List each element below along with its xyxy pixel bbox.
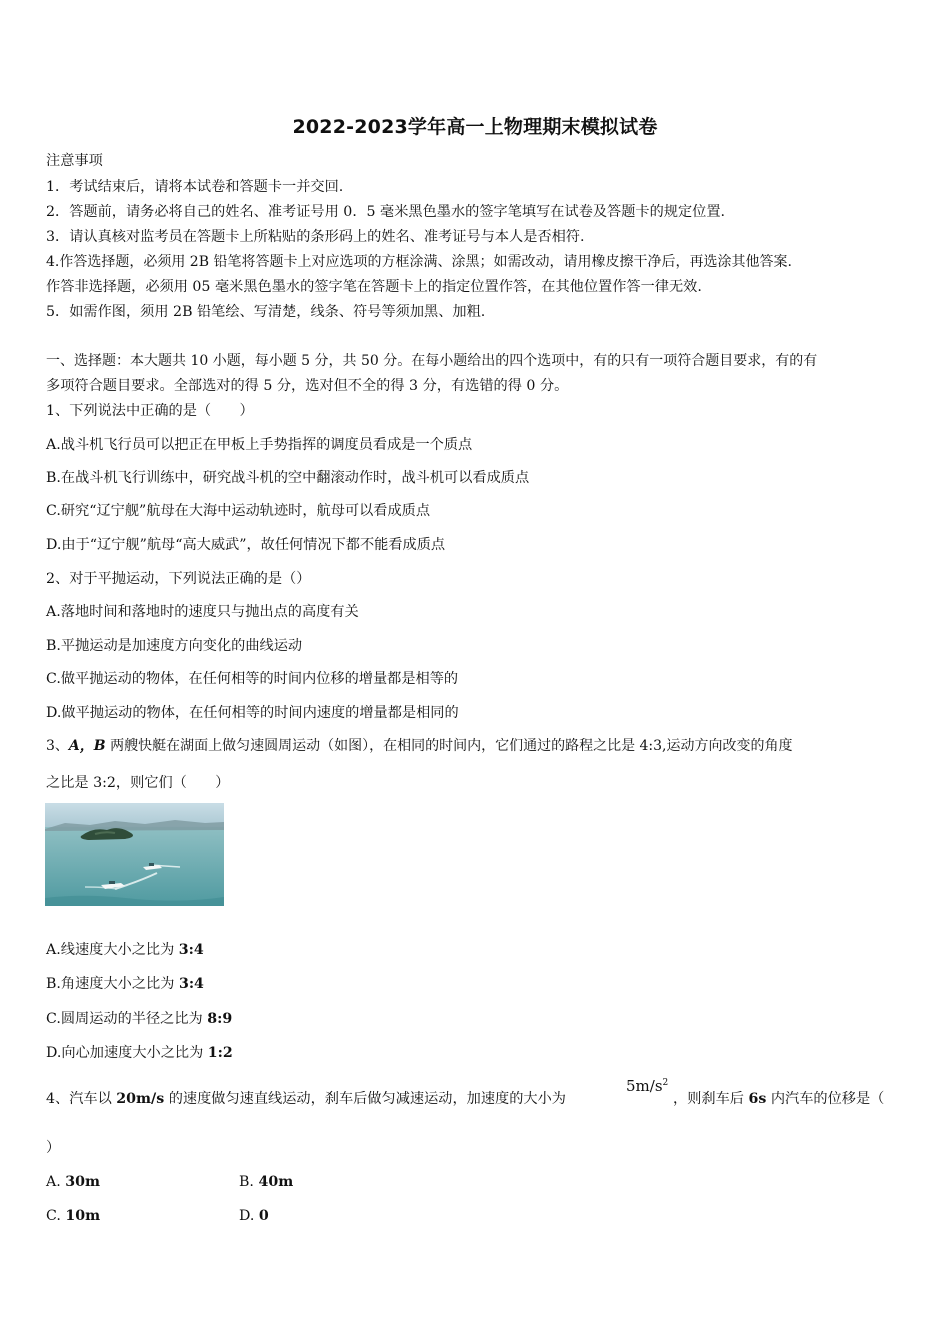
q4-option-b xyxy=(239,1172,293,1192)
q3-option-c-text: C.圆周运动的半径之比为 xyxy=(46,1011,208,1027)
notice-item-3: 3．请认真核对监考员在答题卡上所粘贴的条形码上的姓名、准考证号与本人是否相符. xyxy=(46,229,585,245)
notice-item-2: 2．答题前，请务必将自己的姓名、准考证号用 0．5 毫米黑色墨水的签字笔填写在试卷及答题卡的规定位置. xyxy=(46,204,726,220)
q3-option-d-text: D.向心加速度大小之比为 xyxy=(46,1045,208,1061)
q3-option-c-value: 8:9 xyxy=(207,1011,233,1027)
q4-acceleration-exponent: 2 xyxy=(662,1078,669,1088)
q4-option-a-value: 30m xyxy=(65,1174,101,1190)
q4-stem-line-1-end xyxy=(673,1089,884,1109)
q1-option-a: A.战斗机飞行员可以把正在甲板上手势指挥的调度员看成是一个质点 xyxy=(46,437,473,453)
notice-item-1: 1．考试结束后，请将本试卷和答题卡一并交回. xyxy=(46,179,344,195)
q4-time: 6s xyxy=(748,1091,767,1107)
section-1-intro-line-2: 多项符合题目要求。全部选对的得 5 分，选对但不全的得 3 分，有选错的得 0 分。 xyxy=(46,378,569,394)
q4-option-a-label: A. xyxy=(46,1174,66,1190)
notice-heading: 注意事项 xyxy=(46,153,103,169)
q2-option-a: A.落地时间和落地时的速度只与抛出点的高度有关 xyxy=(46,604,359,620)
q4-option-a xyxy=(46,1172,100,1192)
q4-option-d-label: D. xyxy=(239,1208,259,1224)
q4-stem-part-b: 的速度做匀速直线运动，刹车后做匀减速运动，加速度的大小为 xyxy=(164,1091,566,1107)
notice-item-5: 5．如需作图，须用 2B 铅笔绘、写清楚，线条、符号等须加黑、加粗. xyxy=(46,304,486,320)
q4-speed: 20m/s xyxy=(116,1091,165,1107)
q2-option-d: D.做平抛运动的物体，在任何相等的时间内速度的增量都是相同的 xyxy=(46,705,459,721)
q1-option-b: B.在战斗机飞行训练中，研究战斗机的空中翻滚动作时，战斗机可以看成质点 xyxy=(46,470,530,486)
q4-acceleration-unit xyxy=(626,1077,668,1095)
q4-stem-part-c: ，则刹车后 xyxy=(673,1091,749,1107)
q3-number: 3、 xyxy=(46,738,69,754)
notice-item-4: 4.作答选择题，必须用 2B 铅笔将答题卡上对应选项的方框涂满、涂黑；如需改动，请用橡皮擦干净后，再选涂其他答案. xyxy=(46,254,792,270)
q3-option-b xyxy=(46,974,204,994)
q4-option-c xyxy=(46,1206,100,1226)
q3-option-d-value: 1:2 xyxy=(207,1045,233,1061)
page-title: 2022-2023学年高一上物理期末模拟试卷 xyxy=(292,116,658,138)
q4-option-c-value: 10m xyxy=(65,1208,101,1224)
q4-option-c-label: C. xyxy=(46,1208,66,1224)
q4-option-d-value: 0 xyxy=(258,1208,269,1224)
q2-stem: 2、对于平抛运动，下列说法正确的是（） xyxy=(46,571,311,587)
q4-option-d xyxy=(239,1206,269,1226)
q3-stem-text: 两艘快艇在湖面上做匀速圆周运动（如图），在相同的时间内，它们通过的路程之比是 4:3,运动方向改变的角度 xyxy=(105,738,793,754)
q3-stem-line-2: 之比是 3:2，则它们（ ） xyxy=(46,775,230,791)
q3-option-d xyxy=(46,1043,233,1063)
q4-stem-part-a: 4、汽车以 xyxy=(46,1091,117,1107)
q4-option-b-label: B. xyxy=(239,1174,259,1190)
q3-option-a-text: A.线速度大小之比为 xyxy=(46,942,179,958)
q1-option-d: D.由于“辽宁舰”航母“高大威武”，故任何情况下都不能看成质点 xyxy=(46,537,446,553)
q3-boats-ab: A，B xyxy=(68,738,106,754)
lake-image-icon xyxy=(45,803,224,906)
q4-stem-line-1 xyxy=(46,1089,566,1109)
q4-stem-line-2: ） xyxy=(46,1140,61,1156)
q1-stem: 1、下列说法中正确的是（ ） xyxy=(46,403,254,419)
q1-option-c: C.研究“辽宁舰”航母在大海中运动轨迹时，航母可以看成质点 xyxy=(46,503,431,519)
q2-option-c: C.做平抛运动的物体，在任何相等的时间内位移的增量都是相等的 xyxy=(46,671,459,687)
q2-option-b: B.平抛运动是加速度方向变化的曲线运动 xyxy=(46,638,303,654)
q3-stem-line-1 xyxy=(46,736,793,756)
q3-option-b-text: B.角速度大小之比为 xyxy=(46,976,179,992)
q3-option-a-value: 3:4 xyxy=(178,942,204,958)
notice-item-4-cont: 作答非选择题，必须用 05 毫米黑色墨水的签字笔在答题卡上的指定位置作答，在其他位置作答一律无效. xyxy=(46,279,702,295)
q3-option-a xyxy=(46,940,204,960)
speedboats-lake-photo xyxy=(45,803,224,906)
q4-acceleration-value: 5m/s xyxy=(626,1077,663,1095)
q4-stem-part-d: 内汽车的位移是（ xyxy=(766,1091,885,1107)
q3-option-b-value: 3:4 xyxy=(178,976,204,992)
section-1-intro-line-1: 一、选择题：本大题共 10 小题，每小题 5 分，共 50 分。在每小题给出的四个选项中，有的只有一项符合题目要求，有的有 xyxy=(46,353,818,369)
q4-option-b-value: 40m xyxy=(258,1174,294,1190)
q3-option-c xyxy=(46,1009,232,1029)
